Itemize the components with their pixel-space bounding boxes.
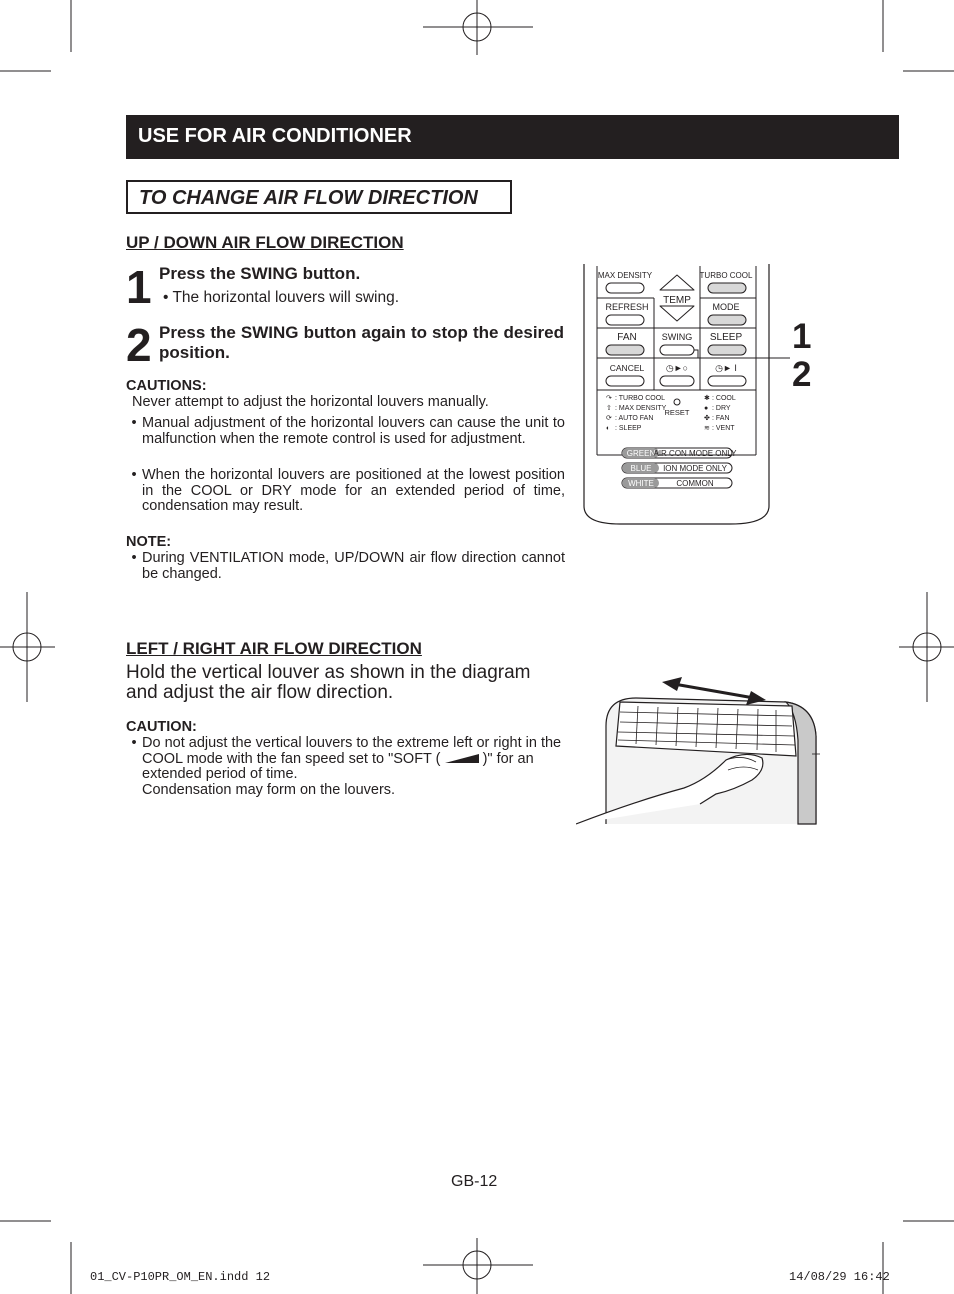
note-item-text: During VENTILATION mode, UP/DOWN air flow direction cannot be changed. (142, 550, 565, 582)
caution-label: CAUTION: (126, 719, 197, 735)
auto-fan-icon: ⟳ (606, 415, 612, 422)
registration-mark-top (423, 0, 533, 55)
footer-timestamp: 14/08/29 16:42 (789, 1270, 890, 1284)
caution-text-part1: Do not adjust the vertical louvers to the extreme left or right in the COOL mode with the fan speed set to "SOFT ( (142, 735, 562, 767)
section-banner (126, 115, 899, 159)
section-title: USE FOR AIR CONDITIONER (138, 125, 412, 147)
remote-control-illustration (580, 262, 820, 530)
label-swing: SWING (661, 332, 693, 342)
step1-title: Press the SWING button. (159, 264, 361, 283)
registration-mark-left (0, 592, 55, 702)
label-max-density: MAX DENSITY (597, 271, 653, 280)
registration-mark-bottom (423, 1238, 533, 1294)
bullet: • (131, 550, 137, 566)
timer-on-button (708, 376, 746, 386)
turbo-cool-icon: ↷ (606, 395, 612, 402)
temp-down-icon (660, 306, 694, 321)
legend-left-2: : MAX DENSITY (615, 405, 667, 412)
vent-icon: ≋ (704, 425, 710, 432)
caution-text-part2: )" for an extended period of time. (142, 750, 534, 782)
caution-item-text: When the horizontal louvers are positioned at the lowest position in the COOL or DRY mode for an extended period of time, condensation may result. (142, 467, 565, 514)
caution-item (126, 416, 565, 447)
legend-right-2: : DRY (712, 405, 731, 412)
label-fan: FAN (617, 332, 637, 343)
cancel-button (606, 376, 644, 386)
footer-filename: 01_CV-P10PR_OM_EN.indd 12 (90, 1270, 271, 1284)
subsection-box (126, 180, 512, 214)
leftright-heading: LEFT / RIGHT AIR FLOW DIRECTION (126, 639, 422, 658)
registration-mark-right (899, 592, 954, 702)
sleep-button (708, 345, 746, 355)
callout-number-2: 2 (792, 355, 812, 394)
label-timer-off: ◷►○ (665, 363, 689, 373)
legend-left-1: : TURBO COOL (615, 395, 666, 402)
bullet: • (131, 735, 137, 751)
color-desc-green: AIR CON MODE ONLY (653, 449, 737, 458)
color-name-green: GREEN (626, 449, 656, 458)
legend-left-4: : SLEEP (615, 425, 642, 432)
page-number: GB-12 (451, 1173, 498, 1190)
legend-left-3: : AUTO FAN (615, 415, 654, 422)
cool-icon: ✱ (704, 395, 710, 402)
note-label: NOTE: (126, 534, 172, 550)
label-temp: TEMP (663, 295, 691, 306)
cautions-intro: Never attempt to adjust the horizontal louvers manually. (132, 394, 489, 410)
step1-number: 1 (126, 261, 152, 313)
step1-detail: • The horizontal louvers will swing. (163, 289, 400, 306)
swing-button (660, 345, 694, 355)
color-name-blue: BLUE (630, 464, 652, 473)
step2-number: 2 (126, 319, 152, 371)
step2-title: Press the SWING button again to stop the desired position. (159, 323, 564, 362)
color-desc-blue: ION MODE ONLY (663, 464, 727, 473)
legend-right-3: : FAN (712, 415, 730, 422)
color-name-white: WHITE (628, 479, 654, 488)
cautions-label: CAUTIONS: (126, 378, 207, 394)
reset-icon (674, 399, 680, 405)
subsection-title: TO CHANGE AIR FLOW DIRECTION (139, 187, 478, 209)
fan-button (606, 345, 644, 355)
label-sleep: SLEEP (709, 332, 743, 343)
callout-number-1: 1 (792, 317, 812, 356)
max-density-icon: ⇧ (606, 405, 612, 412)
legend-right-1: : COOL (712, 395, 736, 402)
timer-off-button (660, 376, 694, 386)
caution-item-text: Manual adjustment of the horizontal louvers can cause the unit to malfunction when the remote control is used for adjustment. (142, 415, 565, 447)
label-timer-on: ◷► I (715, 363, 737, 373)
label-mode: MODE (712, 302, 740, 312)
dry-icon: ● (704, 405, 709, 412)
note-item (126, 551, 565, 582)
label-refresh: REFRESH (605, 302, 649, 312)
air-conditioner-illustration (576, 676, 820, 826)
refresh-button (606, 315, 644, 325)
caution-text-line2: Condensation may form on the louvers. (142, 781, 396, 798)
mode-button (708, 315, 746, 325)
leftright-intro: Hold the vertical louver as shown in the diagram and adjust the air flow direction. (126, 662, 531, 703)
temp-up-icon (660, 275, 694, 290)
color-desc-white: COMMON (676, 479, 714, 488)
bullet: • (131, 467, 137, 483)
sleep-icon: ◐ (606, 425, 611, 432)
label-reset: RESET (664, 408, 690, 417)
caution-item (126, 468, 565, 515)
label-turbo-cool: TURBO COOL (699, 271, 753, 280)
caution-item (126, 736, 565, 798)
turbo-cool-button (708, 283, 746, 293)
legend-right-4: : VENT (712, 425, 735, 432)
bullet: • (131, 415, 137, 431)
label-cancel: CANCEL (609, 363, 645, 373)
max-density-button (606, 283, 644, 293)
updown-heading: UP / DOWN AIR FLOW DIRECTION (126, 233, 404, 252)
fan-icon: ✤ (704, 415, 710, 422)
soft-fan-icon (445, 754, 479, 763)
